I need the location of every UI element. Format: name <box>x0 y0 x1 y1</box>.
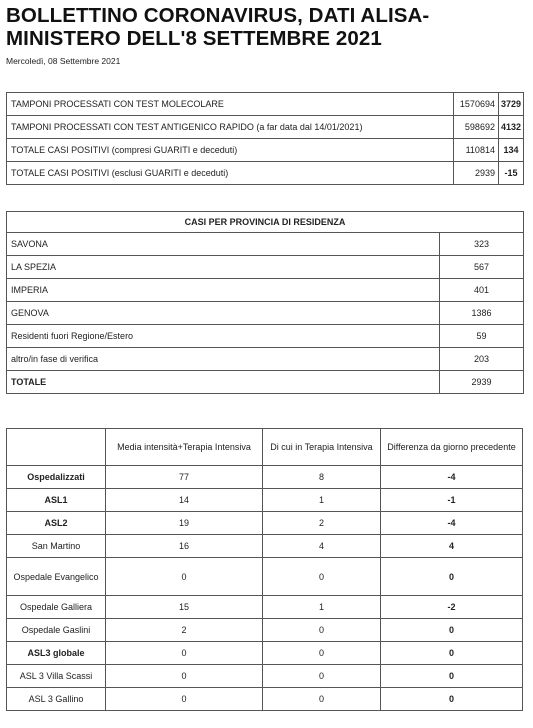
total-row <box>7 371 524 394</box>
row-value: 1570694 <box>453 93 498 116</box>
province-name: SAVONA <box>7 233 440 256</box>
province-table <box>6 211 524 394</box>
hospital-name: ASL 3 Villa Scassi <box>7 665 106 688</box>
row-delta: 134 <box>498 139 523 162</box>
diff-value: -2 <box>381 596 523 619</box>
table-header-row <box>7 212 524 233</box>
table-row <box>7 466 523 489</box>
summary-table <box>6 92 524 185</box>
province-value: 203 <box>440 348 524 371</box>
table-row <box>7 535 523 558</box>
diff-value: 0 <box>381 642 523 665</box>
column-header-empty <box>7 429 106 466</box>
media-value: 2 <box>106 619 263 642</box>
media-value: 15 <box>106 596 263 619</box>
ti-value: 2 <box>263 512 381 535</box>
diff-value: 0 <box>381 665 523 688</box>
province-name: altro/in fase di verifica <box>7 348 440 371</box>
diff-value: 0 <box>381 558 523 596</box>
title-line-1: BOLLETTINO CORONAVIRUS, DATI ALISA- <box>6 4 430 27</box>
table-row <box>7 558 523 596</box>
column-header-media: Media intensità+Terapia Intensiva <box>106 429 263 466</box>
ti-value: 0 <box>263 688 381 711</box>
ti-value: 1 <box>263 596 381 619</box>
row-delta: -15 <box>498 162 523 185</box>
table-row <box>7 688 523 711</box>
row-label: TAMPONI PROCESSATI CON TEST MOLECOLARE <box>7 93 454 116</box>
ti-value: 0 <box>263 665 381 688</box>
table-row <box>7 665 523 688</box>
hospital-name: Ospedalizzati <box>7 466 106 489</box>
hospital-name: ASL1 <box>7 489 106 512</box>
row-value: 110814 <box>453 139 498 162</box>
row-value: 598692 <box>453 116 498 139</box>
province-name: Residenti fuori Regione/Estero <box>7 325 440 348</box>
total-label: TOTALE <box>7 371 440 394</box>
column-header-terapia: Di cui in Terapia Intensiva <box>263 429 381 466</box>
media-value: 19 <box>106 512 263 535</box>
total-value: 2939 <box>440 371 524 394</box>
table-row <box>7 489 523 512</box>
hospital-name: Ospedale Galliera <box>7 596 106 619</box>
ti-value: 0 <box>263 642 381 665</box>
media-value: 16 <box>106 535 263 558</box>
province-value: 1386 <box>440 302 524 325</box>
table-row <box>7 348 524 371</box>
media-value: 0 <box>106 558 263 596</box>
row-label: TAMPONI PROCESSATI CON TEST ANTIGENICO RAPIDO (a far data dal 14/01/2021) <box>7 116 454 139</box>
table-row <box>7 325 524 348</box>
diff-value: 0 <box>381 688 523 711</box>
ti-value: 8 <box>263 466 381 489</box>
province-value: 323 <box>440 233 524 256</box>
hospital-name: San Martino <box>7 535 106 558</box>
bulletin-date: Mercoledì, 08 Settembre 2021 <box>6 56 121 66</box>
province-name: GENOVA <box>7 302 440 325</box>
ti-value: 4 <box>263 535 381 558</box>
table-row <box>7 642 523 665</box>
province-value: 401 <box>440 279 524 302</box>
province-heading: CASI PER PROVINCIA DI RESIDENZA <box>7 212 524 233</box>
hospital-name: Ospedale Evangelico <box>7 558 106 596</box>
row-value: 2939 <box>453 162 498 185</box>
row-delta: 4132 <box>498 116 523 139</box>
hospital-table <box>6 428 523 711</box>
ti-value: 0 <box>263 558 381 596</box>
media-value: 0 <box>106 642 263 665</box>
hospital-name: ASL3 globale <box>7 642 106 665</box>
table-row <box>7 512 523 535</box>
table-row <box>7 116 524 139</box>
page-title <box>6 4 526 50</box>
ti-value: 1 <box>263 489 381 512</box>
province-name: IMPERIA <box>7 279 440 302</box>
table-row <box>7 596 523 619</box>
row-label: TOTALE CASI POSITIVI (compresi GUARITI e deceduti) <box>7 139 454 162</box>
ti-value: 0 <box>263 619 381 642</box>
column-header-differenza: Differenza da giorno precedente <box>381 429 523 466</box>
hospital-name: Ospedale Gaslini <box>7 619 106 642</box>
row-label: TOTALE CASI POSITIVI (esclusi GUARITI e deceduti) <box>7 162 454 185</box>
table-row <box>7 302 524 325</box>
province-value: 567 <box>440 256 524 279</box>
diff-value: -4 <box>381 512 523 535</box>
table-row <box>7 162 524 185</box>
media-value: 0 <box>106 688 263 711</box>
hospital-name: ASL 3 Gallino <box>7 688 106 711</box>
hospital-name: ASL2 <box>7 512 106 535</box>
table-row <box>7 256 524 279</box>
media-value: 14 <box>106 489 263 512</box>
media-value: 0 <box>106 665 263 688</box>
diff-value: -4 <box>381 466 523 489</box>
diff-value: -1 <box>381 489 523 512</box>
table-row <box>7 279 524 302</box>
row-delta: 3729 <box>498 93 523 116</box>
title-line-2: MINISTERO DELL'8 SETTEMBRE 2021 <box>6 27 382 50</box>
table-row <box>7 619 523 642</box>
media-value: 77 <box>106 466 263 489</box>
diff-value: 0 <box>381 619 523 642</box>
table-row <box>7 139 524 162</box>
province-name: LA SPEZIA <box>7 256 440 279</box>
table-row <box>7 93 524 116</box>
diff-value: 4 <box>381 535 523 558</box>
table-row <box>7 233 524 256</box>
table-header-row <box>7 429 523 466</box>
province-value: 59 <box>440 325 524 348</box>
